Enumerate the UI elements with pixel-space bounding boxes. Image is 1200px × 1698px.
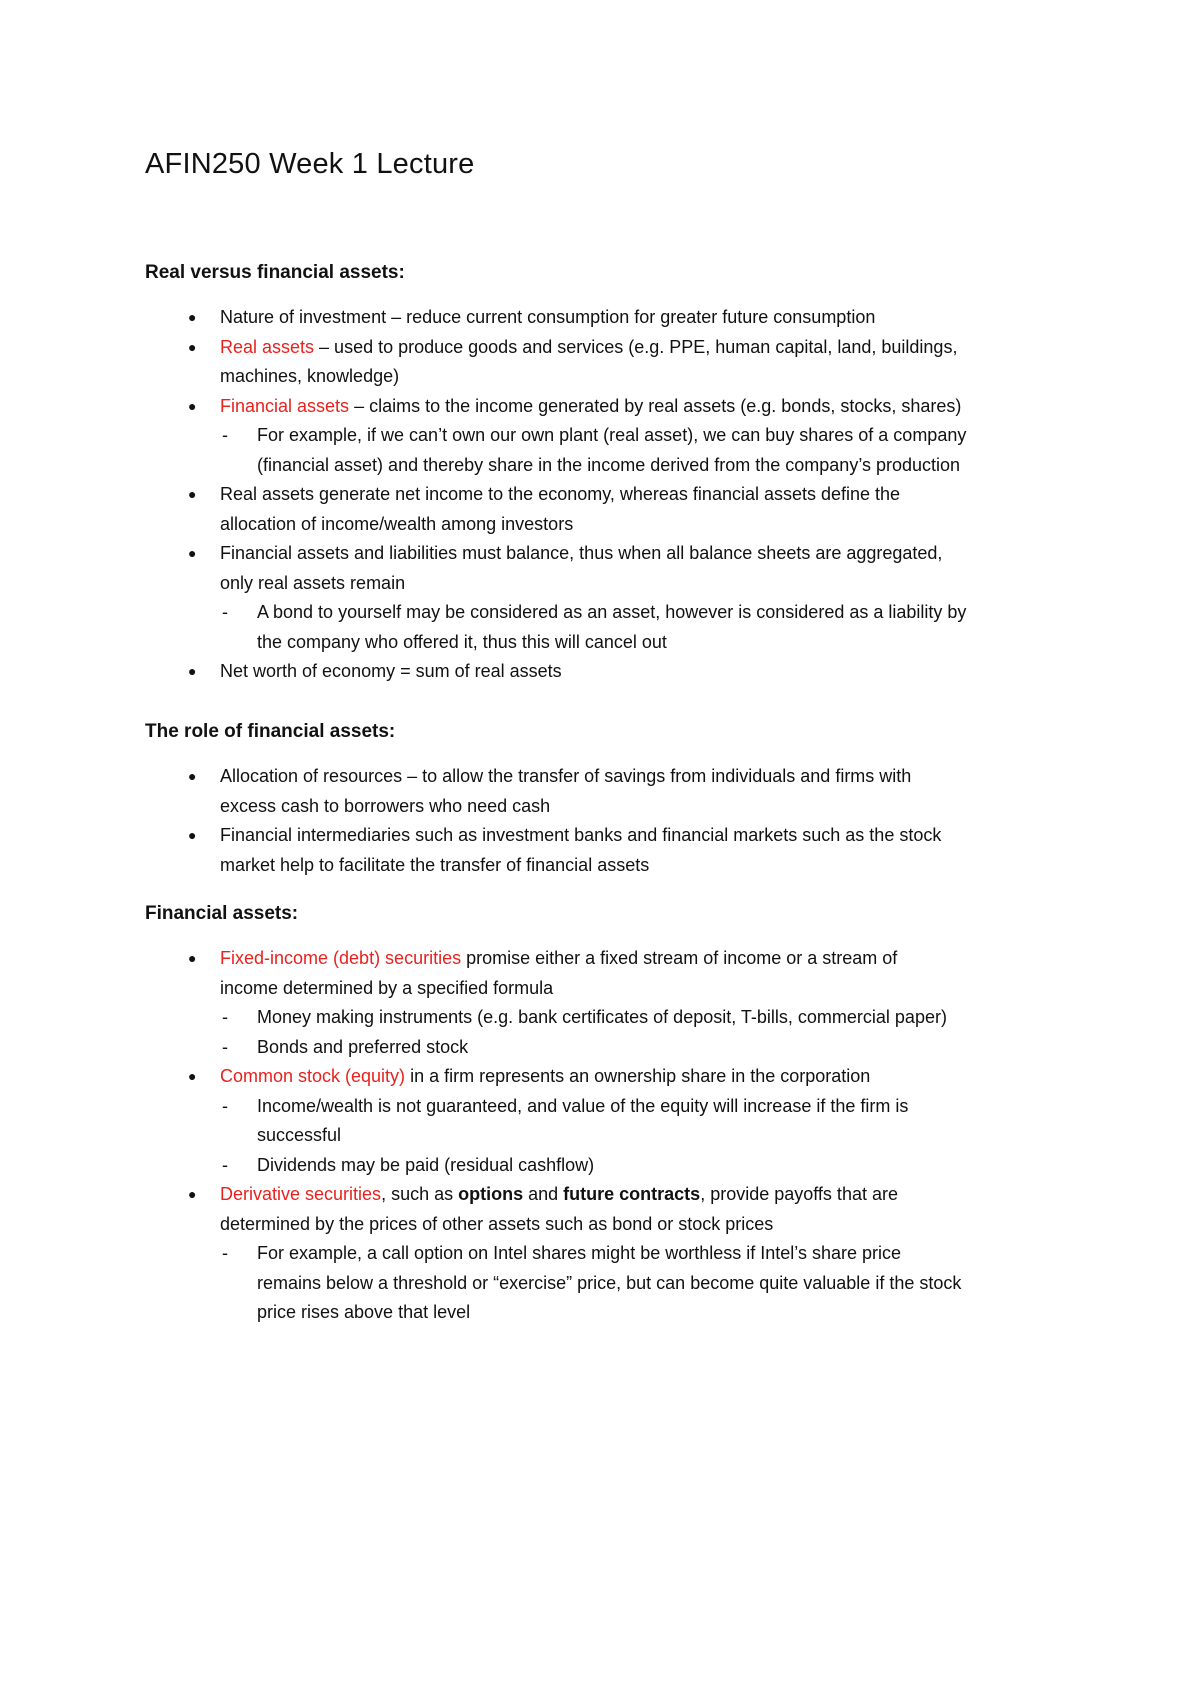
text-run: Bonds and preferred stock <box>257 1036 469 1057</box>
text-run: price rises above that level <box>257 1302 471 1322</box>
section-heading: Financial assets: <box>145 903 299 924</box>
bullet-item-line <box>220 513 573 535</box>
section-heading: The role of financial assets: <box>145 721 396 742</box>
bullet-icon: ● <box>188 397 197 414</box>
bullet-item-line <box>220 765 911 787</box>
dash-icon: - <box>222 602 228 622</box>
bullet-item-line <box>220 1065 870 1087</box>
text-run: in a firm represents an ownership share in the corporation <box>405 1066 871 1086</box>
text-run: machines, knowledge) <box>220 366 400 386</box>
dash-icon: - <box>222 425 228 445</box>
bullet-icon: ● <box>188 309 197 325</box>
bullet-item-line <box>220 483 900 505</box>
text-run: the company who offered it, thus this will cancel out <box>257 631 667 652</box>
sub-item-line <box>257 631 667 653</box>
text-run: and <box>523 1184 564 1204</box>
highlighted-term: Fixed-income (debt) securities <box>220 948 462 968</box>
dash-icon: - <box>222 1007 228 1027</box>
text-run: market help to facilitate the transfer of financial assets <box>220 854 650 875</box>
text-run: promise either a fixed stream of income or a stream of <box>461 948 898 968</box>
bullet-item-line <box>220 365 399 387</box>
bullet-item-line <box>220 795 550 817</box>
text-run: – claims to the income generated by real assets (e.g. bonds, stocks, shares) <box>349 395 962 416</box>
text-run: , provide payoffs that are <box>700 1184 898 1204</box>
bullet-item-line <box>220 1183 898 1205</box>
sub-item-line <box>257 454 960 476</box>
sub-item-line <box>257 1242 901 1264</box>
text-run: determined by the prices of other assets such as bond or stock prices <box>220 1213 774 1234</box>
sub-item-line <box>257 1301 470 1323</box>
bullet-icon: ● <box>188 663 197 679</box>
bullet-item-line <box>220 395 961 417</box>
bullet-icon: ● <box>188 545 197 561</box>
sub-item-line <box>257 1154 594 1176</box>
dash-icon: - <box>222 1095 228 1116</box>
bullet-icon: ● <box>188 1068 197 1084</box>
text-run: remains below a threshold or “exercise” price, but can become quite valuable if the stock <box>257 1272 962 1293</box>
highlighted-term: Derivative securities <box>220 1184 382 1204</box>
text-run: Income/wealth is not guaranteed, and value of the equity will increase if the firm is <box>257 1095 909 1116</box>
bullet-icon: ● <box>188 338 197 355</box>
bullet-item-line <box>220 947 897 969</box>
dash-icon: - <box>222 1036 228 1057</box>
text-run: For example, a call option on Intel shares might be worthless if Intel’s share price <box>257 1243 901 1263</box>
sub-item-line <box>257 424 966 446</box>
bullet-item-line <box>220 542 942 564</box>
text-run: Financial assets and liabilities must balance, thus when all balance sheets are aggregated, <box>220 543 943 563</box>
text-run: Nature of investment – reduce current consumption for greater future consumption <box>220 307 876 327</box>
sub-item-line <box>257 1124 341 1146</box>
bullet-icon: ● <box>188 768 197 784</box>
text-run: Real assets generate net income to the economy, whereas financial assets define the <box>220 484 901 504</box>
sub-item-line <box>257 1272 961 1294</box>
text-run: Money making instruments (e.g. bank certificates of deposit, T-bills, commercial paper) <box>257 1007 947 1027</box>
text-run: excess cash to borrowers who need cash <box>220 795 551 816</box>
bullet-icon: ● <box>188 486 197 502</box>
bullet-item-line <box>220 1213 773 1235</box>
text-run: A bond to yourself may be considered as an asset, however is considered as a liability by <box>257 602 967 622</box>
text-run: only real assets remain <box>220 572 406 593</box>
highlighted-term: Real assets <box>220 336 315 357</box>
text-run: Allocation of resources – to allow the transfer of savings from individuals and firms with <box>220 766 912 786</box>
highlighted-term: Common stock (equity) <box>220 1066 406 1086</box>
bullet-icon: ● <box>188 827 197 843</box>
bullet-icon: ● <box>188 950 197 966</box>
text-run: successful <box>257 1125 342 1145</box>
text-run: allocation of income/wealth among investors <box>220 513 574 534</box>
highlighted-term: Financial assets <box>220 395 350 416</box>
text-run: , such as <box>381 1184 459 1204</box>
text-run: (financial asset) and thereby share in the income derived from the company’s production <box>257 454 961 475</box>
text-run: For example, if we can’t own our own plant (real asset), we can buy shares of a company <box>257 425 967 445</box>
text-run: – used to produce goods and services (e.g. PPE, human capital, land, buildings, <box>314 336 958 357</box>
document-title: AFIN250 Week 1 Lecture <box>145 148 475 180</box>
bold-term: options <box>458 1184 524 1204</box>
bullet-item-line <box>220 306 875 328</box>
text-run: income determined by a specified formula <box>220 977 554 998</box>
bullet-item-line <box>220 824 941 846</box>
section-heading: Real versus financial assets: <box>145 262 405 283</box>
sub-item-line <box>257 1095 908 1117</box>
sub-item-line <box>257 601 966 623</box>
dash-icon: - <box>222 1243 228 1263</box>
text-run: Financial intermediaries such as investment banks and financial markets such as the stock <box>220 825 942 845</box>
sub-item-line <box>257 1036 468 1058</box>
text-run: Dividends may be paid (residual cashflow) <box>257 1154 595 1175</box>
bullet-icon: ● <box>188 1186 197 1202</box>
bullet-item-line <box>220 854 649 876</box>
bullet-item-line <box>220 977 553 999</box>
text-run: Net worth of economy = sum of real assets <box>220 661 562 681</box>
bullet-item-line <box>220 336 957 358</box>
dash-icon: - <box>222 1154 228 1175</box>
sub-item-line <box>257 1006 947 1028</box>
bold-term: future contracts <box>563 1184 701 1204</box>
bullet-item-line <box>220 660 562 682</box>
bullet-item-line <box>220 572 405 594</box>
